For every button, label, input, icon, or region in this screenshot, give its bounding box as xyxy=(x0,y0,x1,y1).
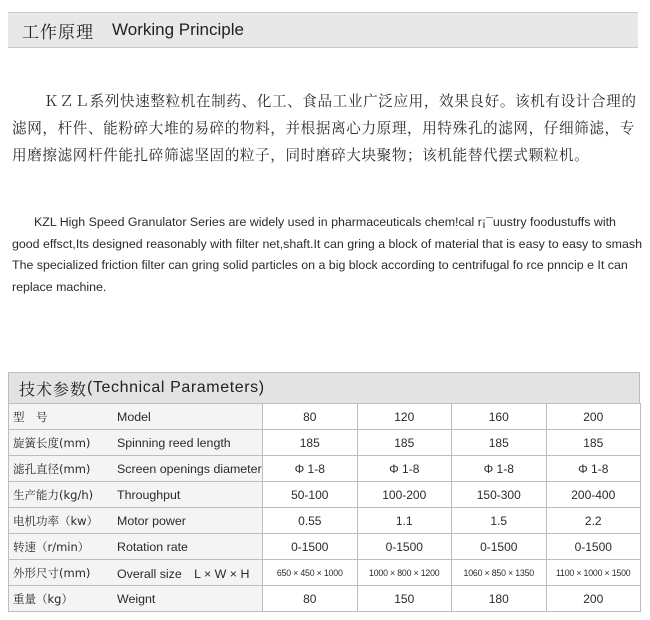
value-cell: Φ 1-8 xyxy=(546,456,641,482)
value-cell: 120 xyxy=(357,404,452,430)
value-cell: Φ 1-8 xyxy=(357,456,452,482)
value-cell: 80 xyxy=(263,586,358,612)
parameters-table-section xyxy=(8,372,640,612)
row-label-cell xyxy=(9,560,263,586)
row-label-en: Model xyxy=(117,409,151,424)
row-label-cn: 滤孔直径(mm) xyxy=(13,461,91,476)
row-label-cell xyxy=(9,508,263,534)
value-cell: 180 xyxy=(452,586,547,612)
value-cell: 0-1500 xyxy=(357,534,452,560)
row-label-en: Throughput xyxy=(117,487,181,502)
value-cell: 80 xyxy=(263,404,358,430)
table-row xyxy=(9,586,641,612)
row-label-en: Screen openings diameter xyxy=(117,461,262,476)
row-label-cell xyxy=(9,456,263,482)
row-label-en: Rotation rate xyxy=(117,539,188,554)
table-row xyxy=(9,534,641,560)
value-cell: 185 xyxy=(357,430,452,456)
table-title-cn: 技术参数 xyxy=(19,379,88,399)
row-label-cn: 外形尺寸(mm) xyxy=(13,565,91,580)
value-cell: 150-300 xyxy=(452,482,547,508)
table-row xyxy=(9,456,641,482)
value-cell: 0-1500 xyxy=(546,534,641,560)
row-label-cell xyxy=(9,430,263,456)
description-en: KZL High Speed Granulator Series are widely used in pharmaceuticals chem!cal r¡¯uustry foodustuffs with good effsct,Its designed reasonably with filter net,shaft.It can gring a block of material that is easy to easy to smash The specialized friction filter can gring solid particles on a big block according to centrifugal fo rce pnncip e It can replace machine. xyxy=(12,215,642,294)
row-label-cn: 重量（kg） xyxy=(13,591,73,606)
row-label-en: Weignt xyxy=(117,591,156,606)
value-cell: Φ 1-8 xyxy=(263,456,358,482)
row-label-cn: 电机功率（kw） xyxy=(13,513,99,528)
value-cell: 2.2 xyxy=(546,508,641,534)
value-cell: 150 xyxy=(357,586,452,612)
row-label-cn: 转速（r/min） xyxy=(13,539,90,554)
table-row xyxy=(9,404,641,430)
value-cell: Φ 1-8 xyxy=(452,456,547,482)
table-row xyxy=(9,482,641,508)
row-label-cell xyxy=(9,404,263,430)
description-cn: ＫＺＬ系列快速整粒机在制药、化工、食品工业广泛应用，效果良好。该机有设计合理的滤网，杆件、能粉碎大堆的易碎的物料，并根据离心力原理，用特殊孔的滤网，仔细筛滤，专用磨擦滤网杆件能扎碎筛滤坚固的粒子，同时磨碎大块聚物；该机能替代摆式颗粒机。 xyxy=(12,93,637,164)
value-cell: 1000 × 800 × 1200 xyxy=(357,560,452,586)
row-label-cell xyxy=(9,586,263,612)
value-cell: 200 xyxy=(546,404,641,430)
value-cell: 0-1500 xyxy=(452,534,547,560)
value-cell: 185 xyxy=(546,430,641,456)
row-label-cell xyxy=(9,534,263,560)
row-label-cn: 生产能力(kg/h) xyxy=(13,487,94,502)
section-header xyxy=(8,12,638,48)
row-label-cn: 旋簧长度(mm) xyxy=(13,435,91,450)
value-cell: 200 xyxy=(546,586,641,612)
value-cell: 50-100 xyxy=(263,482,358,508)
value-cell: 1.5 xyxy=(452,508,547,534)
table-row xyxy=(9,508,641,534)
value-cell: 650 × 450 × 1000 xyxy=(263,560,358,586)
value-cell: 185 xyxy=(263,430,358,456)
value-cell: 1100 × 1000 × 1500 xyxy=(546,560,641,586)
value-cell: 0.55 xyxy=(263,508,358,534)
value-cell: 1.1 xyxy=(357,508,452,534)
row-label-cell xyxy=(9,482,263,508)
value-cell: 100-200 xyxy=(357,482,452,508)
value-cell: 185 xyxy=(452,430,547,456)
parameters-table xyxy=(8,403,641,612)
row-label-en: Motor power xyxy=(117,513,186,528)
table-row xyxy=(9,560,641,586)
value-cell: 1060 × 850 × 1350 xyxy=(452,560,547,586)
row-label-en: Overall size L × W × H xyxy=(117,566,250,581)
table-title-en: (Technical Parameters) xyxy=(87,379,265,396)
section-title-en: Working Principle xyxy=(112,20,244,39)
value-cell: 160 xyxy=(452,404,547,430)
section-title-cn: 工作原理 xyxy=(22,22,94,43)
row-label-en: Spinning reed length xyxy=(117,435,231,450)
row-label-cn: 型 号 xyxy=(13,409,48,424)
value-cell: 200-400 xyxy=(546,482,641,508)
table-row xyxy=(9,430,641,456)
parameters-table-title xyxy=(8,372,640,403)
value-cell: 0-1500 xyxy=(263,534,358,560)
